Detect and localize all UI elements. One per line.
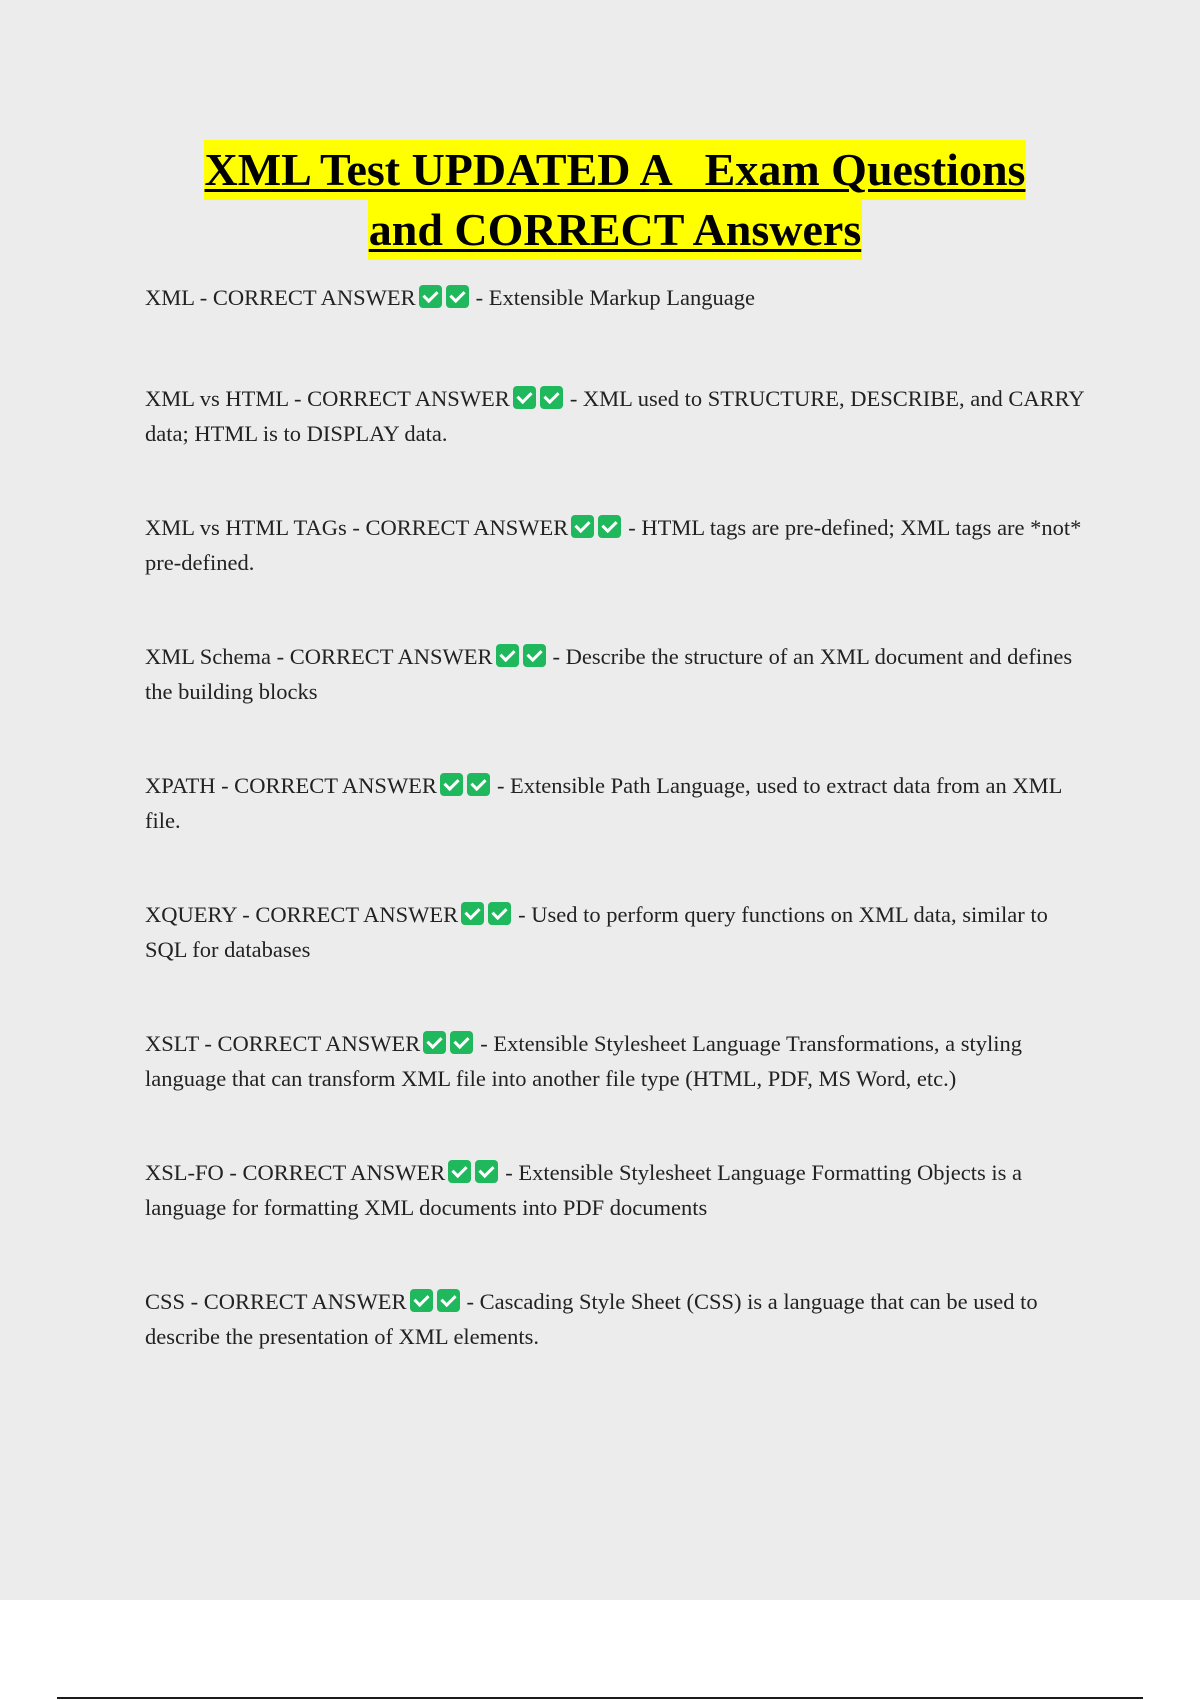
check-mark-icon xyxy=(448,1160,471,1183)
check-mark-icon xyxy=(513,386,536,409)
qa-list xyxy=(145,282,1085,1415)
qa-item xyxy=(145,383,1085,450)
check-mark-icon xyxy=(598,515,621,538)
qa-item xyxy=(145,1286,1085,1353)
check-icons xyxy=(440,773,494,805)
check-mark-icon xyxy=(419,285,442,308)
qa-term: XML Schema - CORRECT ANSWER xyxy=(145,644,493,669)
qa-definition: - Extensible Markup Language xyxy=(475,285,755,310)
qa-term: XSL-FO - CORRECT ANSWER xyxy=(145,1160,446,1185)
check-mark-icon xyxy=(475,1160,498,1183)
check-mark-icon xyxy=(540,386,563,409)
qa-definition: - XML used to STRUCTURE, DESCRIBE, and CARRY data; HTML is to DISPLAY data. xyxy=(145,386,1084,446)
check-mark-icon xyxy=(423,1031,446,1054)
document-title xyxy=(120,140,1110,260)
qa-item xyxy=(145,1157,1085,1224)
qa-term: CSS - CORRECT ANSWER xyxy=(145,1289,407,1314)
check-mark-icon xyxy=(440,773,463,796)
qa-term: XSLT - CORRECT ANSWER xyxy=(145,1031,421,1056)
check-icons xyxy=(496,644,550,676)
qa-definition: - HTML tags are pre-defined; XML tags are *not* pre-defined. xyxy=(145,515,1082,575)
check-mark-icon xyxy=(461,902,484,925)
qa-item xyxy=(145,282,1085,317)
qa-term: XML vs HTML TAGs - CORRECT ANSWER xyxy=(145,515,569,540)
qa-term: XML vs HTML - CORRECT ANSWER xyxy=(145,386,510,411)
check-icons xyxy=(419,285,473,317)
check-icons xyxy=(410,1289,464,1321)
qa-term: XML - CORRECT ANSWER xyxy=(145,285,416,310)
check-mark-icon xyxy=(467,773,490,796)
check-mark-icon xyxy=(437,1289,460,1312)
check-icons xyxy=(513,386,567,418)
check-mark-icon xyxy=(523,644,546,667)
check-mark-icon xyxy=(450,1031,473,1054)
qa-term: XQUERY - CORRECT ANSWER xyxy=(145,902,459,927)
check-mark-icon xyxy=(410,1289,433,1312)
title-line-1: XML Test UPDATED A Exam Questions xyxy=(204,140,1027,200)
check-icons xyxy=(571,515,625,547)
check-icons xyxy=(423,1031,477,1063)
qa-item xyxy=(145,1028,1085,1095)
qa-definition: - Cascading Style Sheet (CSS) is a language that can be used to describe the presentation of XML elements. xyxy=(145,1289,1038,1349)
check-mark-icon xyxy=(488,902,511,925)
qa-item xyxy=(145,770,1085,837)
qa-definition: - Extensible Path Language, used to extract data from an XML file. xyxy=(145,773,1062,833)
qa-definition: - Extensible Stylesheet Language Formatting Objects is a language for formatting XML documents into PDF documents xyxy=(145,1160,1023,1220)
check-mark-icon xyxy=(446,285,469,308)
check-mark-icon xyxy=(496,644,519,667)
qa-item xyxy=(145,641,1085,708)
footer-divider xyxy=(57,1697,1143,1699)
qa-term: XPATH - CORRECT ANSWER xyxy=(145,773,437,798)
title-line-2: and CORRECT Answers xyxy=(368,200,862,260)
qa-definition: - Extensible Stylesheet Language Transformations, a styling language that can transform XML file into another file type (HTML, PDF, MS Word, etc.) xyxy=(145,1031,1023,1091)
qa-item xyxy=(145,899,1085,966)
qa-definition: - Describe the structure of an XML document and defines the building blocks xyxy=(145,644,1073,704)
check-icons xyxy=(448,1160,502,1192)
check-mark-icon xyxy=(571,515,594,538)
check-icons xyxy=(461,902,515,934)
qa-item xyxy=(145,512,1085,579)
qa-definition: - Used to perform query functions on XML data, similar to SQL for databases xyxy=(145,902,1048,962)
